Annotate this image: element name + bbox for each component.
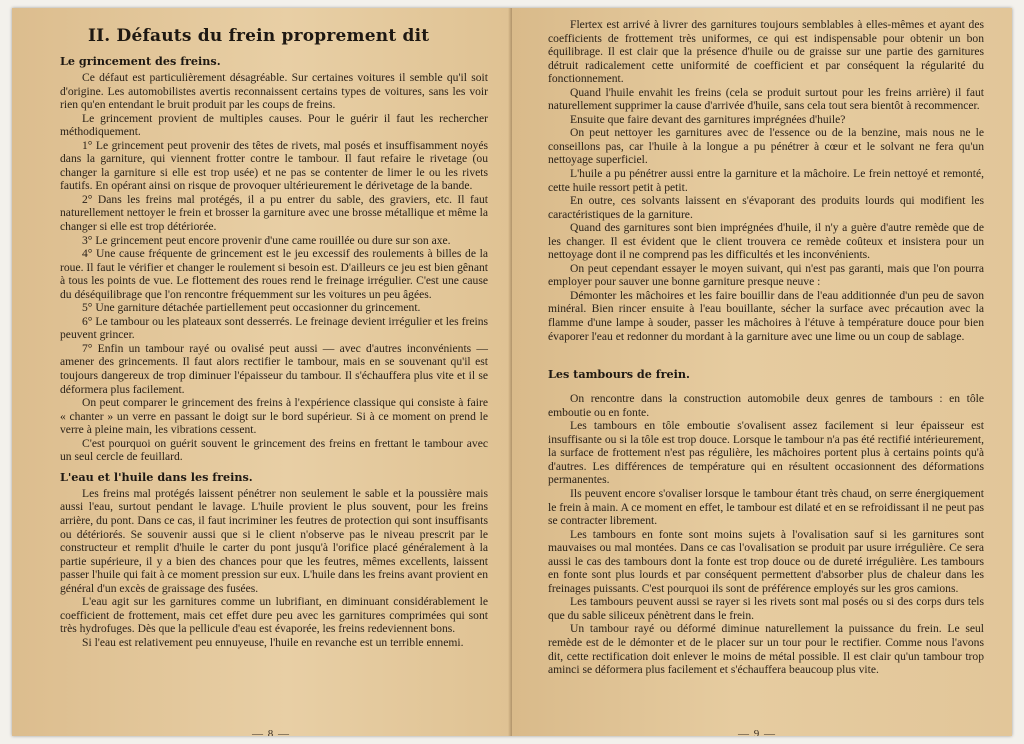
paragraph: Ce défaut est particulièrement désagréable. Sur certaines voitures il semble qu'il soit d'origine. Les automobilistes avertis reconnaissent certains types de voitures, sans les voir rien qu'en entendant le bruit produit par les coups de freins. <box>60 71 488 112</box>
section-spacer <box>548 343 984 363</box>
section-heading-eau-huile: L'eau et l'huile dans les freins. <box>60 469 253 484</box>
heading-spacer <box>548 384 984 392</box>
page-number: — 8 — <box>252 728 290 736</box>
paragraph: On rencontre dans la construction automobile deux genres de tambours : en tôle emboutie ou en fonte. <box>548 392 984 419</box>
paragraph: 6° Le tambour ou les plateaux sont desserrés. Le freinage devient irrégulier et les freins peuvent grincer. <box>60 314 488 342</box>
paragraph: On peut nettoyer les garnitures avec de l'essence ou de la benzine, mais nous ne le conseillons pas, car l'huile à la longue a pu pénétrer à cœur et le solvant ne fera qu'un nettoyage superficiel. <box>548 126 984 167</box>
paragraph: On peut cependant essayer le moyen suivant, qui n'est pas garanti, mais que l'on pourra employer pour sauver une bonne garniture presque neuve : <box>548 261 984 289</box>
paragraph: Démonter les mâchoires et les faire bouillir dans de l'eau additionnée d'un peu de savon minéral. Bien rincer ensuite à l'eau bouillante, sécher la surface avec précaution avec la flamme d'une lampe à souder, passer les mâchoires à l'étuve à température douce pour bien évaporer l'eau et redonner du mordant à la garniture avec une lime ou un coup de sablage. <box>548 288 984 343</box>
paragraph: 3° Le grincement peut encore provenir d'une came rouillée ou dure sur son axe. <box>82 233 451 247</box>
paragraph: L'eau agit sur les garnitures comme un lubrifiant, en diminuant considérablement le coefficient de frottement, mais cet effet dure peu avec les garnitures comprimées qui sont très hydrofuges. Dès que la pellicule d'eau est évaporée, les freins redeviennent bons. <box>60 595 488 636</box>
paragraph: Ensuite que faire devant des garnitures imprégnées d'huile? <box>570 112 846 126</box>
right-page <box>512 8 1012 736</box>
paragraph: 4° Une cause fréquente de grincement est le jeu excessif des roulements à billes de la roue. Il faut le vérifier et changer le roulement si besoin est. D'ailleurs ce jeu est bien gênant à tous les points de vue. Le flottement des roues rend le freinage irrégulier. C'est une cause du déséquilibrage que l'on rencontre fréquemment sur les voitures un peu âgées. <box>60 247 488 301</box>
chapter-title: II. Défauts du frein proprement dit <box>88 26 430 46</box>
paragraph: 2° Dans les freins mal protégés, il a pu entrer du sable, des graviers, etc. Il faut naturellement nettoyer le frein et brosser la garniture avec une brosse métallique et même la changer si elle est trop détériorée. <box>60 192 488 234</box>
section-heading-grincement: Le grincement des freins. <box>60 54 221 68</box>
paragraph: En outre, ces solvants laissent en s'évaporant des produits lourds qui modifient les caractéristiques de la garniture. <box>548 194 984 221</box>
paragraph: Les tambours en tôle emboutie s'ovalisent assez facilement si leur épaisseur est insuffisante ou si la tôle est trop douce. Lorsque le tambour n'a pas été rectifié intérieurement, la surface de frottement n'est pas régulière, les mâchoires portent plus à certains points qu'à d'autres. Les différences de température qui en résultent occasionnent des déformations permanentes. <box>548 419 984 487</box>
paragraph: 1° Le grincement peut provenir des têtes de rivets, mal posés et insuffisamment noyés dans la garniture, qui viennent frotter contre le tambour. Il faut refaire le rivetage (ou changer la garniture si elle est trop usée) et ne pas se contenter de limer le ou les rivets fautifs. En opérant ainsi on risque de provoquer ultérieurement le dérivetage de la bande. <box>60 138 488 193</box>
paragraph: Les tambours en fonte sont moins sujets à l'ovalisation sauf si les garnitures sont mauvaises ou mal montées. Dans ce cas l'ovalisation se produit par usure irrégulière. Ce sera aussi le cas des tambours dont la fonte est trop douce ou de dureté irrégulière. Les tambours en fonte sont plus lourds et par conséquent permettent d'absorber plus de chaleur dans les freinages puissants. C'est pourquoi ils sont de préférence employés sur les gros camions. <box>548 527 984 595</box>
paragraph: Les freins mal protégés laissent pénétrer non seulement le sable et la poussière mais aussi l'eau, surtout pendant le lavage. L'huile provient le plus souvent, pour les freins arrière, du pont. Dans ce cas, il faut incriminer les feutres de protection qui sont insuffisants ou détériorés. Se souvenir aussi que si le client n'observe pas le niveau prescrit par le constructeur et remplit d'huile le carter du pont jusqu'à l'orifice placé généralement à la partie supérieure, il y a bien des chances pour que les feutres, mêmes excellents, laissent passer l'huile qui fait à ce moment pression sur eux. L'huile dans les freins avant provient en général d'un excès de graissage des fusées. <box>60 486 488 595</box>
paragraph: On peut comparer le grincement des freins à l'expérience classique qui consiste à faire « chanter » un verre en passant le doigt sur le bord supérieur. Si à ce moment on prend le verre à pleine main, les vibrations cessent. <box>60 396 488 437</box>
paragraph: Flertex est arrivé à livrer des garnitures toujours semblables à elles-mêmes et ayant des coefficients de frottement très uniformes, ce qui est indispensable pour obtenir un bon équilibrage. Il est clair que la présence d'huile ou de graisse sur une partie des garnitures détruit radicalement cette uniformité de coefficient et par conséquent la régularité du fonctionnement. <box>548 18 984 86</box>
booklet-spread <box>12 8 1012 736</box>
paragraph: C'est pourquoi on guérit souvent le grincement des freins en frettant le tambour avec un seul cercle de feuillard. <box>60 436 488 464</box>
paragraph: 7° Enfin un tambour rayé ou ovalisé peut aussi — avec d'autres inconvénients — amener des grincements. Il faut alors rectifier le tambour, mais en se souvenant qu'il est toujours dangereux de trop diminuer l'épaisseur du tambour. Il s'échauffera plus vite et il se déformera plus facilement. <box>60 341 488 396</box>
left-page <box>12 8 512 736</box>
paragraph: 5° Une garniture détachée partiellement peut occasionner du grincement. <box>82 301 421 315</box>
paragraph: Ils peuvent encore s'ovaliser lorsque le tambour étant très chaud, on serre énergiquement le frein à main. A ce moment en effet, le tambour est dilaté et en se refroidissant il ne peut pas se contracter librement. <box>548 486 984 528</box>
paragraph: Le grincement provient de multiples causes. Pour le guérir il faut les rechercher méthodiquement. <box>60 111 488 139</box>
paragraph: Quand des garnitures sont bien imprégnées d'huile, il n'y a guère d'autre remède que de les changer. Il est évident que le client trouvera ce remède coûteux et insistera pour un nettoyage dont il ne comprend pas les difficultés et les inconvénients. <box>548 221 984 262</box>
paragraph: L'huile a pu pénétrer aussi entre la garniture et la mâchoire. Le frein nettoyé et remonté, cette huile ressort petit à petit. <box>548 167 984 194</box>
section-heading-tambours: Les tambours de frein. <box>548 367 690 382</box>
paragraph: Un tambour rayé ou déformé diminue naturellement la puissance du frein. Le seul remède est de le démonter et de le placer sur un tour pour le rectifier. Comme nous l'avons dit, cette rectification doit enlever le moins de métal possible. Il est clair qu'un tambour trop aminci se déformera plus facilement et s'échauffera beaucoup plus vite. <box>548 622 984 677</box>
paragraph: Quand l'huile envahit les freins (cela se produit surtout pour les freins arrière) il faut naturellement supprimer la cause d'arrivée d'huile, sans cela tout sera bientôt à recommencer. <box>548 85 984 113</box>
page-number: — 9 — <box>738 728 776 736</box>
paragraph: Les tambours peuvent aussi se rayer si les rivets sont mal posés ou si des corps durs tels que du sable siliceux pénètrent dans le frein. <box>548 595 984 622</box>
paragraph: Si l'eau est relativement peu ennuyeuse, l'huile en revanche est un terrible ennemi. <box>82 635 464 649</box>
